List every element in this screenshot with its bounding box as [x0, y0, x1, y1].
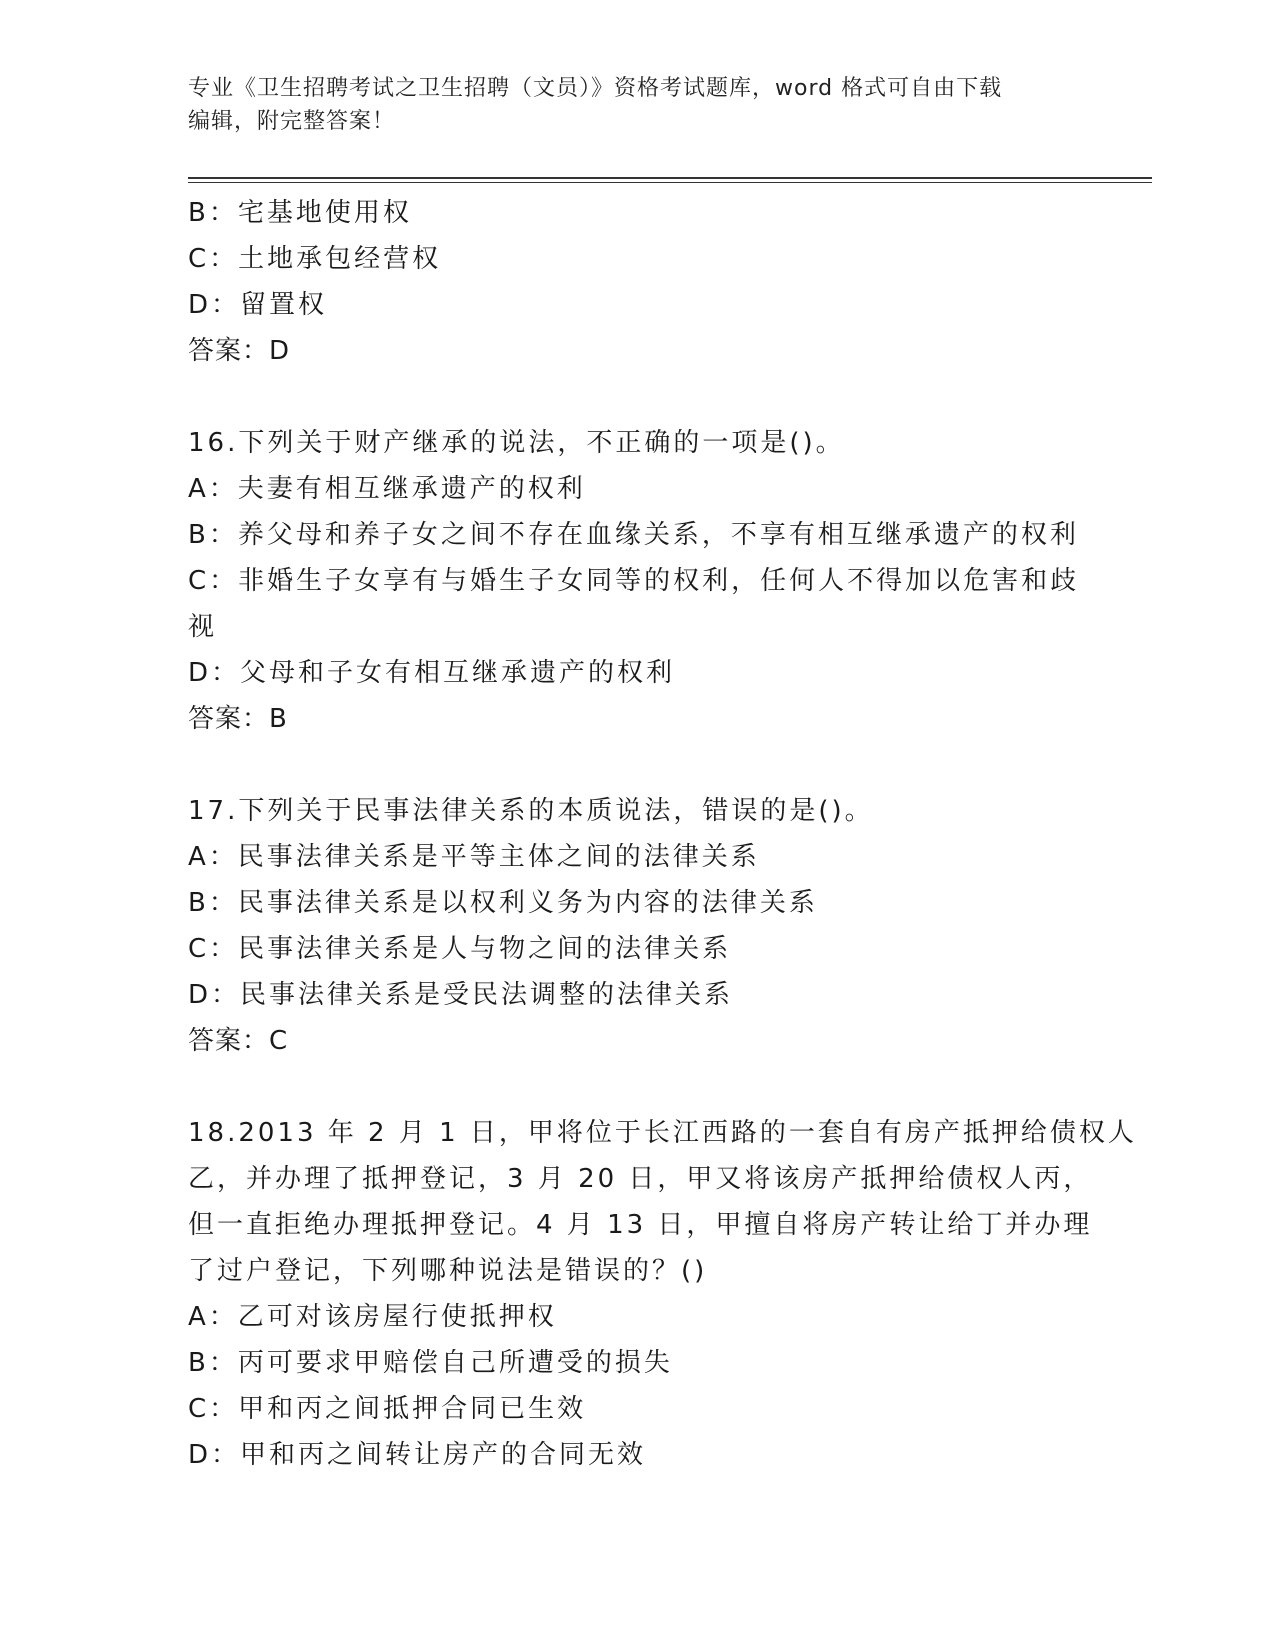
- option-c: C：非婚生子女享有与婚生子女同等的权利，任何人不得加以危害和歧: [188, 566, 1080, 596]
- answer-line: 答案：C: [188, 1026, 289, 1056]
- question-15: [188, 190, 1088, 374]
- option-d: D：民事法律关系是受民法调整的法律关系: [188, 980, 734, 1010]
- option-c: C：甲和丙之间抵押合同已生效: [188, 1394, 587, 1424]
- header-divider-thick: [188, 177, 1152, 179]
- option-b: B：养父母和养子女之间不存在血缘关系，不享有相互继承遗产的权利: [188, 520, 1079, 550]
- option-a: A：民事法律关系是平等主体之间的法律关系: [188, 842, 760, 872]
- header-divider-thin: [188, 182, 1152, 183]
- question-stem: 16.下列关于财产继承的说法，不正确的一项是()。: [188, 428, 845, 458]
- answer-line: 答案：D: [188, 336, 291, 366]
- option-a: A：乙可对该房屋行使抵押权: [188, 1302, 557, 1332]
- option-b: B：宅基地使用权: [188, 198, 412, 228]
- option-d: D：留置权: [188, 290, 328, 320]
- option-b: B：民事法律关系是以权利义务为内容的法律关系: [188, 888, 818, 918]
- document-header: [188, 72, 1068, 138]
- question-16: [188, 420, 1088, 742]
- question-stem: 17.下列关于民事法律关系的本质说法，错误的是()。: [188, 796, 874, 826]
- question-stem-continued: 但一直拒绝办理抵押登记。4 月 13 日，甲擅自将房产转让给丁并办理: [188, 1210, 1093, 1240]
- option-c: C：民事法律关系是人与物之间的法律关系: [188, 934, 732, 964]
- question-list: [188, 190, 1137, 1478]
- spacer: [188, 1064, 1088, 1110]
- header-line-1: 专业《卫生招聘考试之卫生招聘（文员）》资格考试题库，word 格式可自由下载: [188, 76, 1003, 101]
- answer-line: 答案：B: [188, 704, 288, 734]
- header-line-2: 编辑，附完整答案！: [188, 109, 396, 134]
- option-a: A：夫妻有相互继承遗产的权利: [188, 474, 586, 504]
- question-18: [188, 1110, 1137, 1478]
- spacer: [188, 742, 1088, 788]
- option-c: C：土地承包经营权: [188, 244, 442, 274]
- question-stem-continued: 了过户登记，下列哪种说法是错误的？(): [188, 1256, 708, 1286]
- question-17: [188, 788, 1088, 1064]
- option-d: D：甲和丙之间转让房产的合同无效: [188, 1440, 647, 1470]
- option-c-continued: 视: [188, 612, 218, 642]
- option-b: B：丙可要求甲赔偿自己所遭受的损失: [188, 1348, 673, 1378]
- spacer: [188, 374, 1088, 420]
- question-stem: 18.2013 年 2 月 1 日，甲将位于长江西路的一套自有房产抵押给债权人: [188, 1118, 1137, 1148]
- question-stem-continued: 乙，并办理了抵押登记，3 月 20 日，甲又将该房产抵押给债权人丙，: [188, 1164, 1093, 1194]
- option-d: D：父母和子女有相互继承遗产的权利: [188, 658, 676, 688]
